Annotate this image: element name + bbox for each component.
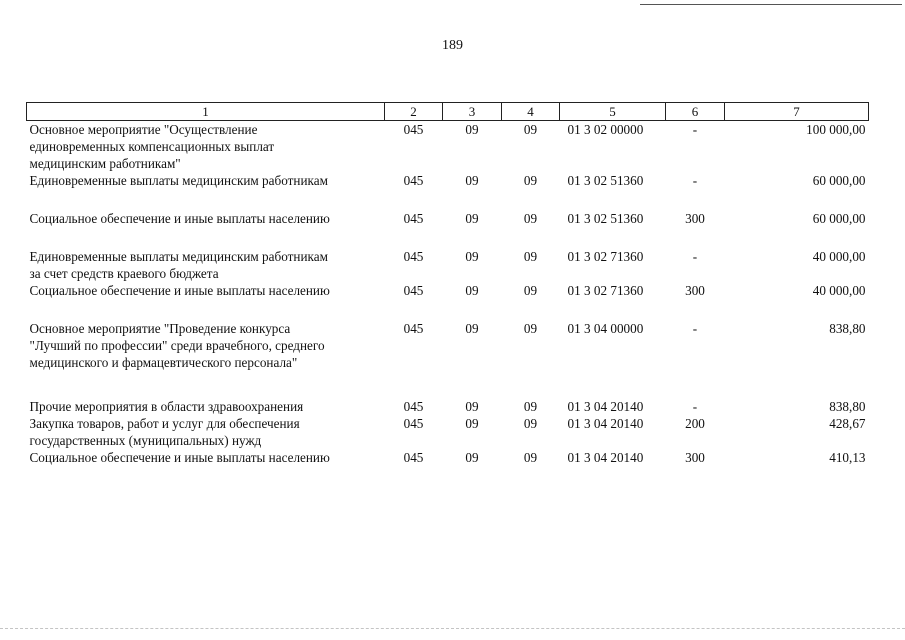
row-target-code: 01 3 02 71360 (567, 249, 644, 264)
row-name-cell (27, 210, 385, 227)
table-header-row (27, 103, 869, 121)
row-target-code: 01 3 04 20140 (567, 450, 644, 465)
row-name-line: Основное мероприятие "Проведение конкурса (29, 321, 291, 336)
row-amount: 60 000,00 (812, 173, 866, 188)
row-subsection-code: 09 (523, 283, 538, 298)
column-header: 1 (27, 103, 385, 121)
row-target-code: 01 3 02 51360 (567, 211, 644, 226)
row-admin-code: 045 (403, 450, 424, 465)
row-target-code: 01 3 02 51360 (567, 173, 644, 188)
row-spacer (27, 189, 869, 210)
row-expense-type: 300 (685, 283, 705, 298)
row-name-line: "Лучший по профессии" среди врачебного, среднего (29, 338, 325, 353)
row-admin-code: 045 (403, 249, 424, 264)
column-header: 2 (385, 103, 443, 121)
row-name-line: Единовременные выплаты медицинским работникам (29, 249, 328, 264)
row-name-line: медицинского и фармацевтического персонала" (29, 355, 298, 370)
row-target-code: 01 3 04 20140 (567, 416, 644, 431)
row-name-line: Социальное обеспечение и иные выплаты населению (29, 283, 330, 298)
row-expense-type: - (692, 122, 698, 137)
row-amount: 40 000,00 (812, 283, 866, 298)
row-admin-code: 045 (403, 416, 424, 431)
row-section-code: 09 (465, 211, 479, 226)
column-header: 6 (666, 103, 725, 121)
column-header: 5 (560, 103, 666, 121)
column-header: 7 (725, 103, 869, 121)
row-name-cell (27, 172, 385, 189)
row-section-code: 09 (465, 122, 479, 137)
row-spacer (27, 299, 869, 320)
column-header: 4 (502, 103, 560, 121)
row-name-line: Основное мероприятие "Осуществление (29, 122, 258, 137)
row-expense-type: - (692, 399, 698, 414)
column-header: 3 (443, 103, 502, 121)
row-name-cell (27, 320, 385, 371)
row-target-code: 01 3 02 71360 (567, 283, 644, 298)
row-name-cell (27, 398, 385, 415)
row-spacer (27, 371, 869, 398)
row-admin-code: 045 (403, 399, 424, 414)
row-expense-type: - (692, 321, 698, 336)
row-name-line: Прочие мероприятия в области здравоохранения (29, 399, 304, 414)
row-admin-code: 045 (403, 173, 424, 188)
row-target-code: 01 3 02 00000 (567, 122, 644, 137)
scan-edge-top (640, 4, 902, 5)
row-subsection-code: 09 (523, 173, 538, 188)
row-name-line: медицинским работникам" (29, 156, 181, 171)
row-subsection-code: 09 (523, 416, 538, 431)
row-admin-code: 045 (403, 122, 424, 137)
row-admin-code: 045 (403, 211, 424, 226)
row-name-line: Единовременные выплаты медицинским работникам (29, 173, 328, 188)
row-amount: 838,80 (829, 399, 866, 414)
row-name-cell (27, 449, 385, 466)
row-expense-type: 200 (685, 416, 705, 431)
table-row (27, 210, 869, 227)
budget-table (26, 102, 869, 466)
row-subsection-code: 09 (523, 450, 538, 465)
row-section-code: 09 (465, 321, 479, 336)
row-name-cell (27, 282, 385, 299)
row-name-line: единовременных компенсационных выплат (29, 139, 275, 154)
row-name-cell (27, 415, 385, 449)
row-section-code: 09 (465, 283, 479, 298)
row-target-code: 01 3 04 20140 (567, 399, 644, 414)
table-row (27, 415, 869, 449)
row-section-code: 09 (465, 416, 479, 431)
row-amount: 410,13 (829, 450, 866, 465)
row-subsection-code: 09 (523, 249, 538, 264)
row-section-code: 09 (465, 450, 479, 465)
table-row (27, 248, 869, 282)
row-expense-type: - (692, 173, 698, 188)
row-section-code: 09 (465, 173, 479, 188)
page-number: 189 (442, 38, 463, 53)
row-admin-code: 045 (403, 321, 424, 336)
row-section-code: 09 (465, 399, 479, 414)
row-expense-type: 300 (685, 450, 705, 465)
table-row (27, 398, 869, 415)
table-row (27, 121, 869, 173)
row-name-line: Социальное обеспечение и иные выплаты населению (29, 450, 330, 465)
row-spacer (27, 227, 869, 248)
row-name-line: государственных (муниципальных) нужд (29, 433, 262, 448)
row-amount: 428,67 (829, 416, 866, 431)
table-row (27, 449, 869, 466)
table-row (27, 320, 869, 371)
row-subsection-code: 09 (523, 211, 538, 226)
scan-edge-bottom (0, 628, 905, 629)
row-subsection-code: 09 (523, 321, 538, 336)
row-name-cell (27, 121, 385, 173)
row-admin-code: 045 (403, 283, 424, 298)
row-expense-type: 300 (685, 211, 705, 226)
row-name-line: Социальное обеспечение и иные выплаты населению (29, 211, 330, 226)
row-section-code: 09 (465, 249, 479, 264)
row-amount: 838,80 (829, 321, 866, 336)
table-row (27, 172, 869, 189)
row-subsection-code: 09 (523, 399, 538, 414)
row-expense-type: - (692, 249, 698, 264)
row-name-cell (27, 248, 385, 282)
row-amount: 100 000,00 (806, 122, 866, 137)
row-subsection-code: 09 (523, 122, 538, 137)
row-target-code: 01 3 04 00000 (567, 321, 644, 336)
row-amount: 40 000,00 (812, 249, 866, 264)
row-name-line: за счет средств краевого бюджета (29, 266, 219, 281)
row-name-line: Закупка товаров, работ и услуг для обеспечения (29, 416, 300, 431)
table-row (27, 282, 869, 299)
row-amount: 60 000,00 (812, 211, 866, 226)
